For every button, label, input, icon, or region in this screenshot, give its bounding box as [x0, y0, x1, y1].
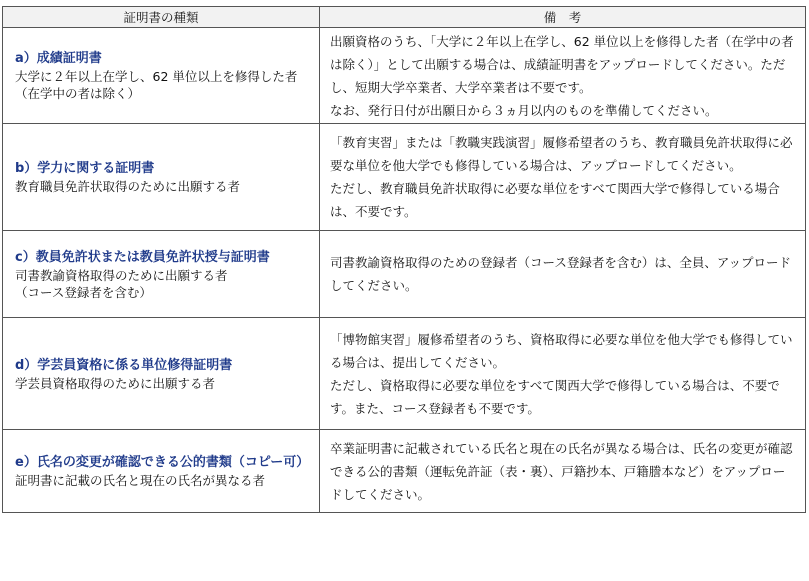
certificate-applicant: 大学に２年以上在学し、62 単位以上を修得した者（在学中の者は除く）	[15, 69, 298, 101]
table-row	[3, 430, 806, 513]
table-row	[3, 318, 806, 430]
certificate-title: e）氏名の変更が確認できる公的書類（コピー可）	[15, 455, 310, 470]
certificate-type-cell	[3, 318, 320, 430]
certificate-type-cell	[3, 430, 320, 513]
certificate-title: d）学芸員資格に係る単位修得証明書	[15, 357, 233, 373]
remark-text: なお、発行日付が出願日から３ヵ月以内のものを準備してください。	[330, 102, 718, 118]
remark-text: ただし、教育職員免許状取得に必要な単位をすべて関西大学で修得している場合は、不要です。	[330, 181, 780, 219]
certificate-type-cell	[3, 28, 320, 124]
certificate-title: b）学力に関する証明書	[15, 161, 155, 176]
remark-text: ただし、資格取得に必要な単位をすべて関西大学で修得している場合は、不要です。また、コース登録者も不要です。	[330, 377, 780, 416]
remarks-cell	[320, 318, 806, 430]
remark-text: 「教育実習」または「教職実践演習」履修希望者のうち、教育職員免許状取得に必要な単位を他大学でも修得している場合は、アップロードしてください。	[330, 135, 793, 173]
remarks-cell	[320, 430, 806, 513]
remark-text: 卒業証明書に記載されている氏名と現在の氏名が異なる場合は、氏名の変更が確認できる公的書類（運転免許証（表・裏）、戸籍抄本、戸籍謄本など）をアップロードしてください。	[330, 440, 793, 502]
remark-text: 司書教諭資格取得のための登録者（コース登録者を含む）は、全員、アップロードしてください。	[330, 255, 792, 293]
certificate-applicant: 証明書に記載の氏名と現在の氏名が異なる者	[15, 473, 266, 488]
certificate-applicant: 司書教諭資格取得のために出願する者	[15, 267, 228, 283]
table-row	[3, 124, 806, 231]
remarks-cell	[320, 124, 806, 231]
remark-text: 「博物館実習」履修希望者のうち、資格取得に必要な単位を他大学でも修得している場合は、提出してください。	[330, 331, 793, 370]
header-row	[3, 7, 806, 28]
remarks-cell	[320, 231, 806, 318]
table-row	[3, 231, 806, 318]
certificate-type-cell	[3, 231, 320, 318]
certificate-type-cell	[3, 124, 320, 231]
remark-text: 出願資格のうち、「大学に２年以上在学し、62 単位以上を修得した者（在学中の者は除く）」として出願する場合は、成績証明書をアップロードしてください。ただし、短期大学卒業者、大学卒業者は不要です。	[330, 33, 794, 95]
remarks-cell	[320, 28, 806, 124]
certificate-table	[2, 6, 806, 513]
header-certificate-type: 証明書の種類	[3, 7, 320, 28]
header-remarks: 備 考	[320, 7, 806, 28]
certificate-applicant-note: （コース登録者を含む）	[15, 284, 152, 300]
certificate-applicant: 学芸員資格取得のために出願する者	[15, 375, 216, 391]
table-row	[3, 28, 806, 124]
certificate-title: c）教員免許状または教員免許状授与証明書	[15, 249, 270, 265]
certificate-applicant: 教育職員免許状取得のために出願する者	[15, 179, 241, 194]
certificate-title: a）成績証明書	[15, 51, 102, 66]
